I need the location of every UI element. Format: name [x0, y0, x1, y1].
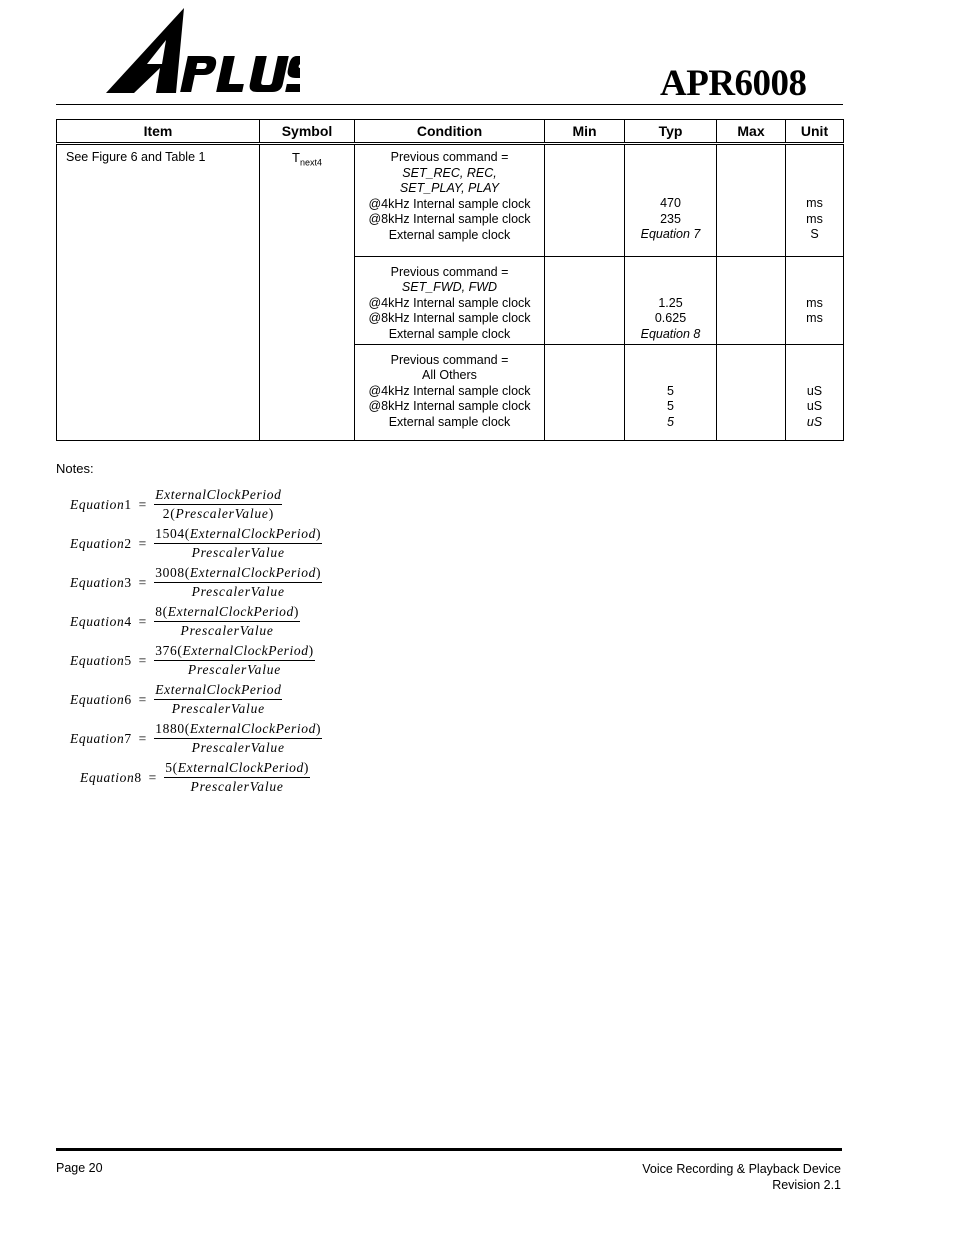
condition-cell	[355, 344, 545, 440]
equation-fraction: $\frac{\text{8(ExternalClockPeriod)}}{\text{PrescalerValue}}$	[155, 604, 299, 638]
header-rule	[56, 104, 843, 105]
aplus-logo	[104, 8, 300, 98]
equation-word: Equation	[70, 730, 125, 746]
condition-line: @4kHz Internal sample clock	[368, 383, 531, 398]
equation-word: Equation	[70, 691, 125, 707]
denominator-term: PrescalerValue	[175, 506, 269, 521]
condition-head-line: Previous command =	[390, 352, 509, 367]
equation-number: 3	[124, 574, 132, 590]
typ-cell	[625, 344, 717, 440]
min-cell	[545, 344, 625, 440]
min-cell	[545, 256, 625, 344]
column-header-unit: Unit	[786, 120, 844, 144]
numerator-term: ExternalClockPeriod	[167, 604, 294, 619]
unit-cell	[786, 144, 844, 257]
condition-line: @4kHz Internal sample clock	[368, 196, 531, 211]
typ-value: Equation 8	[640, 326, 701, 341]
numerator-coefficient: 5	[165, 760, 173, 775]
condition-cell	[355, 144, 545, 257]
page-number: Page 20	[56, 1161, 103, 1175]
equation-7: Equation7 = $\frac{\text{1880(ExternalClockPeriod)}}{\text{PrescalerValue}}$	[70, 721, 322, 755]
equation-fraction: $\frac{\text{1504(ExternalClockPeriod)}}{\text{PrescalerValue}}$	[155, 526, 322, 560]
condition-cell	[355, 256, 545, 344]
condition-line: @4kHz Internal sample clock	[368, 295, 531, 310]
product-description: Voice Recording & Playback Device	[642, 1162, 841, 1176]
typ-cell	[625, 256, 717, 344]
denominator-coefficient: 2	[162, 506, 171, 521]
column-header-symbol: Symbol	[260, 120, 355, 144]
equation-fraction: $\frac{\text{ExternalClockPeriod}}{\text{2(PrescalerValue)}}$	[155, 487, 282, 521]
condition-head-line: SET_REC, REC,	[402, 165, 497, 180]
equation-word: Equation	[70, 613, 125, 629]
numerator-coefficient: 1880	[155, 721, 185, 736]
equation-word: Equation	[70, 535, 125, 551]
symbol-subscript: next4	[299, 157, 322, 168]
denominator-term: PrescalerValue	[187, 662, 282, 677]
equation-5: Equation5 = $\frac{\text{376(ExternalClockPeriod)}}{\text{PrescalerValue}}$	[70, 643, 314, 677]
denominator-term: PrescalerValue	[191, 740, 285, 755]
unit-value: ms	[806, 211, 823, 226]
equation-lhs	[70, 497, 132, 513]
column-header-item: Item	[57, 120, 260, 144]
table-header-row	[57, 120, 844, 144]
condition-line: External sample clock	[388, 326, 511, 341]
condition-line: External sample clock	[388, 414, 511, 429]
symbol-main: T	[292, 150, 300, 165]
max-cell	[717, 144, 786, 257]
equation-fraction: $\frac{\text{3008(ExternalClockPeriod)}}{\text{PrescalerValue}}$	[155, 565, 322, 599]
unit-value: S	[810, 227, 819, 242]
numerator-term: ExternalClockPeriod	[155, 487, 282, 502]
numerator-term: ExternalClockPeriod	[182, 643, 309, 658]
max-cell	[717, 256, 786, 344]
denominator-term: PrescalerValue	[191, 545, 285, 560]
numerator-term: ExternalClockPeriod	[189, 526, 316, 541]
column-header-condition: Condition	[355, 120, 545, 144]
equation-lhs	[70, 731, 132, 747]
equation-number: 1	[124, 496, 132, 512]
typ-value: 5	[667, 414, 674, 429]
equation-fraction	[154, 682, 282, 717]
typ-value: 1.25	[658, 295, 683, 310]
typ-value: 5	[667, 399, 674, 414]
column-header-max: Max	[717, 120, 786, 144]
symbol-cell	[260, 144, 355, 441]
unit-value: ms	[806, 311, 823, 326]
equation-lhs	[80, 770, 142, 786]
typ-value: 0.625	[654, 311, 687, 326]
equation-6: Equation6 = $\frac{\text{ExternalClockPeriod}}{\text{PrescalerValue}}$	[70, 682, 282, 716]
unit-cell	[786, 256, 844, 344]
denominator-term: PrescalerValue	[190, 779, 284, 794]
equation-2: Equation2 = $\frac{\text{1504(ExternalClockPeriod)}}{\text{PrescalerValue}}$	[70, 526, 322, 560]
typ-cell	[625, 144, 717, 257]
numerator-coefficient: 1504	[155, 526, 185, 541]
footer-info	[642, 1161, 841, 1193]
equation-number: 8	[134, 769, 142, 785]
numerator-coefficient: 8	[155, 604, 163, 619]
condition-head-line: SET_FWD, FWD	[401, 280, 498, 295]
numerator-coefficient: 3008	[155, 565, 185, 580]
denominator-term: PrescalerValue	[191, 584, 285, 599]
footer-rule	[56, 1148, 842, 1151]
equation-lhs	[70, 614, 132, 630]
equation-number: 4	[124, 613, 132, 629]
equation-number: 2	[124, 535, 132, 551]
condition-head-line: All Others	[422, 368, 477, 383]
notes-label: Notes:	[56, 461, 94, 476]
numerator-term: ExternalClockPeriod	[189, 721, 316, 736]
denominator-term: PrescalerValue	[180, 623, 274, 638]
aplus-logo-graphic	[104, 8, 300, 98]
numerator-term: ExternalClockPeriod	[177, 760, 304, 775]
table-row	[57, 144, 844, 257]
column-header-typ: Typ	[625, 120, 717, 144]
equation-4: Equation4 = $\frac{\text{8(ExternalClockPeriod)}}{\text{PrescalerValue}}$	[70, 604, 299, 638]
equation-lhs	[70, 653, 132, 669]
document-title: APR6008	[660, 63, 807, 104]
column-header-min: Min	[545, 120, 625, 144]
equation-lhs	[70, 536, 132, 552]
equation-word: Equation	[70, 652, 125, 668]
equation-1: Equation1 = $\frac{\text{ExternalClockPeriod}}{\text{2(PrescalerValue)}}$	[70, 487, 282, 521]
unit-value: ms	[806, 196, 823, 210]
typ-value: 5	[667, 383, 674, 398]
equation-number: 5	[124, 652, 132, 668]
timing-spec-table	[56, 119, 844, 441]
numerator-coefficient: 376	[155, 643, 178, 658]
condition-line: @8kHz Internal sample clock	[368, 399, 531, 414]
unit-value: uS	[806, 399, 823, 414]
condition-head-line: Previous command =	[390, 150, 509, 164]
equation-word: Equation	[70, 574, 125, 590]
equation-fraction: $\frac{\text{376(ExternalClockPeriod)}}{\text{PrescalerValue}}$	[155, 643, 314, 677]
condition-line: @8kHz Internal sample clock	[368, 311, 531, 326]
typ-value: 470	[660, 196, 681, 210]
equation-number: 6	[124, 691, 132, 707]
typ-value: 235	[660, 211, 681, 226]
equation-fraction: $\frac{\text{1880(ExternalClockPeriod)}}{\text{PrescalerValue}}$	[155, 721, 322, 755]
condition-line: External sample clock	[388, 227, 511, 242]
typ-value: Equation 7	[640, 227, 701, 242]
max-cell	[717, 344, 786, 440]
numerator-term: ExternalClockPeriod	[155, 682, 282, 697]
min-cell	[545, 144, 625, 257]
equation-fraction: $\frac{\text{5(ExternalClockPeriod)}}{\text{PrescalerValue}}$	[165, 760, 309, 794]
equation-lhs	[70, 692, 132, 708]
revision-label: Revision 2.1	[772, 1178, 841, 1192]
equation-8: Equation8 = $\frac{\text{5(ExternalClockPeriod)}}{\text{PrescalerValue}}$	[80, 760, 309, 794]
equation-3: Equation3 = $\frac{\text{3008(ExternalClockPeriod)}}{\text{PrescalerValue}}$	[70, 565, 322, 599]
equation-word: Equation	[80, 769, 135, 785]
numerator-term: ExternalClockPeriod	[189, 565, 316, 580]
item-cell: See Figure 6 and Table 1	[57, 144, 260, 441]
unit-value: ms	[806, 295, 823, 310]
denominator-term: PrescalerValue	[171, 701, 265, 716]
unit-value: uS	[806, 383, 823, 398]
equation-lhs	[70, 575, 132, 591]
unit-value: uS	[806, 414, 823, 429]
condition-head-line: SET_PLAY, PLAY	[399, 181, 500, 196]
equation-number: 7	[124, 730, 132, 746]
equation-word: Equation	[70, 496, 125, 512]
condition-line: @8kHz Internal sample clock	[368, 212, 531, 227]
unit-cell	[786, 344, 844, 440]
condition-head-line: Previous command =	[390, 264, 509, 279]
